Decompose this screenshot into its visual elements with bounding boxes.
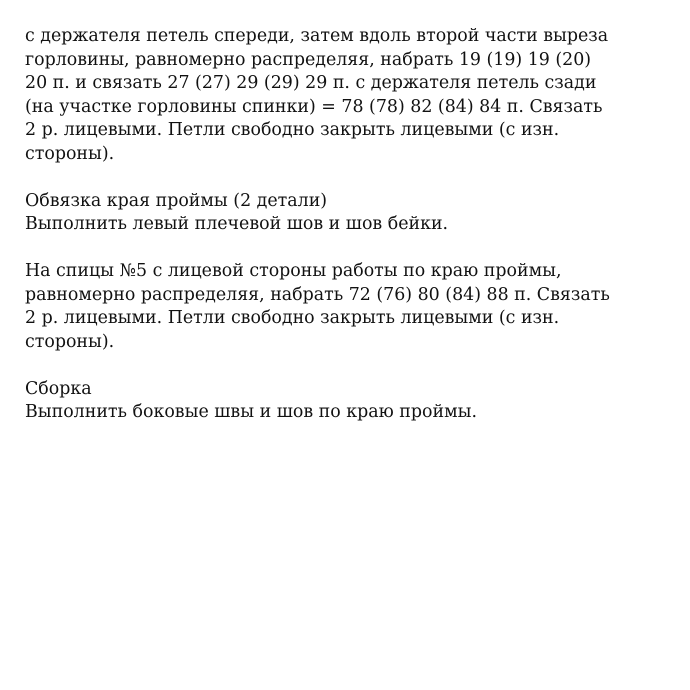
text-line: с держателя петель спереди, затем вдоль второй части выреза <box>25 26 609 46</box>
paragraph-neckline-pickup <box>25 25 668 166</box>
text-line: стороны). <box>25 331 115 352</box>
text-line: На спицы №5 с лицевой стороны работы по краю проймы, <box>25 261 562 281</box>
paragraph-armhole-pickup <box>25 260 668 354</box>
text-line: горловины, равномерно распределяя, набрать 19 (19) 19 (20) <box>25 49 592 70</box>
section-assembly <box>25 378 668 425</box>
text-line: 2 р. лицевыми. Петли свободно закрыть лицевыми (с изн. <box>25 308 560 328</box>
section-armhole-edging <box>25 190 668 237</box>
section-heading: Обвязка края проймы (2 детали) <box>25 190 328 211</box>
text-line: 2 р. лицевыми. Петли свободно закрыть лицевыми (с изн. <box>25 120 560 140</box>
text-line: равномерно распределяя, набрать 72 (76) 80 (84) 88 п. Связать <box>25 284 610 305</box>
text-line: (на участке горловины спинки) = 78 (78) 82 (84) 84 п. Связать <box>25 96 603 117</box>
section-heading: Сборка <box>25 378 92 399</box>
text-line: Выполнить боковые швы и шов по краю проймы. <box>25 402 477 422</box>
text-line: стороны). <box>25 143 115 164</box>
text-line: 20 п. и связать 27 (27) 29 (29) 29 п. с держателя петель сзади <box>25 73 597 93</box>
text-line: Выполнить левый плечевой шов и шов бейки. <box>25 214 449 234</box>
